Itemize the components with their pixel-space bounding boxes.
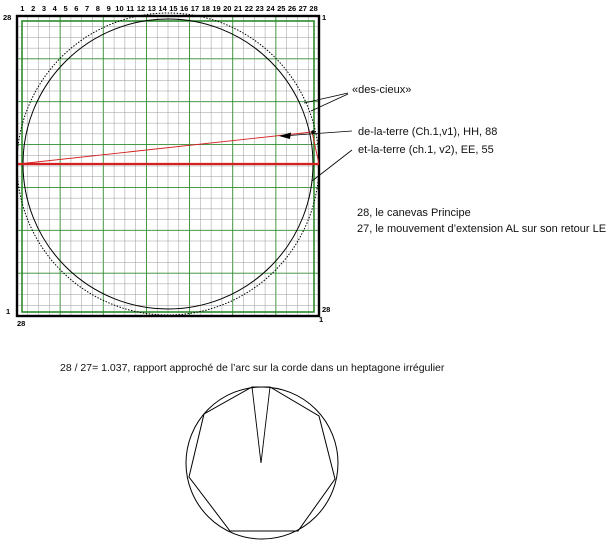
ratio-caption: 28 / 27= 1.037, rapport approché de l’arc sur la corde dans un heptagone irrégulier [60, 362, 445, 374]
top-axis-number: 20 [223, 4, 232, 13]
pointer-line [282, 131, 352, 136]
top-axis-number: 16 [180, 4, 189, 13]
top-axis-number: 25 [277, 4, 286, 13]
right-top-number: 1 [322, 13, 327, 22]
left-top-number: 28 [3, 13, 12, 22]
label-canevas: 28, le canevas Principe [357, 207, 471, 219]
label-de-la-terre: de-la-terre (Ch.1,v1), HH, 88 [358, 126, 498, 138]
red-slanted-line [18, 132, 312, 164]
label-des-cieux: «des-cieux» [352, 84, 412, 96]
top-axis-number: 2 [31, 4, 36, 13]
top-axis-number: 18 [201, 4, 210, 13]
intersection-dot [311, 130, 315, 134]
heptagon-radius-line [252, 387, 261, 463]
top-axis-number: 11 [126, 4, 135, 13]
heptagon-circumcircle [186, 387, 338, 539]
top-axis-number: 13 [147, 4, 156, 13]
top-axis-number: 28 [309, 4, 318, 13]
top-axis-number: 5 [63, 4, 68, 13]
pointer-line [311, 94, 348, 111]
irregular-heptagon [189, 387, 335, 531]
heptagon-radius-line [261, 387, 270, 463]
right-bottom-number: 28 [322, 305, 331, 314]
top-axis-number: 6 [74, 4, 79, 13]
label-mouvement: 27, le mouvement d’extension AL sur son retour LE [357, 223, 607, 235]
top-axis-number: 23 [255, 4, 264, 13]
top-axis-numbers [20, 4, 317, 13]
top-axis-number: 8 [95, 4, 100, 13]
top-axis-number: 17 [190, 4, 200, 13]
top-axis-number: 4 [52, 4, 57, 13]
label-et-la-terre: et-la-terre (ch.1, v2), EE, 55 [358, 144, 494, 156]
top-axis-number: 9 [106, 4, 111, 13]
top-axis-number: 15 [169, 4, 178, 13]
arrowhead-icon [279, 133, 291, 140]
top-axis-number: 24 [266, 4, 275, 13]
top-axis-number: 7 [85, 4, 90, 13]
pointer-line [304, 93, 348, 103]
top-axis-number: 26 [287, 4, 297, 13]
top-axis-number: 22 [244, 4, 254, 13]
bottom-left-number: 28 [17, 319, 26, 328]
top-axis-number: 12 [136, 4, 146, 13]
top-axis-number: 19 [212, 4, 221, 13]
top-axis-number: 21 [233, 4, 243, 13]
top-axis-number: 27 [298, 4, 307, 13]
top-axis-number: 10 [115, 4, 124, 13]
bottom-right-number: 1 [319, 315, 324, 324]
top-axis-number: 3 [41, 4, 47, 13]
top-axis-number: 1 [20, 4, 25, 13]
left-bottom-number: 1 [6, 307, 11, 316]
square-grid [17, 16, 319, 316]
top-axis-number: 14 [158, 4, 167, 13]
